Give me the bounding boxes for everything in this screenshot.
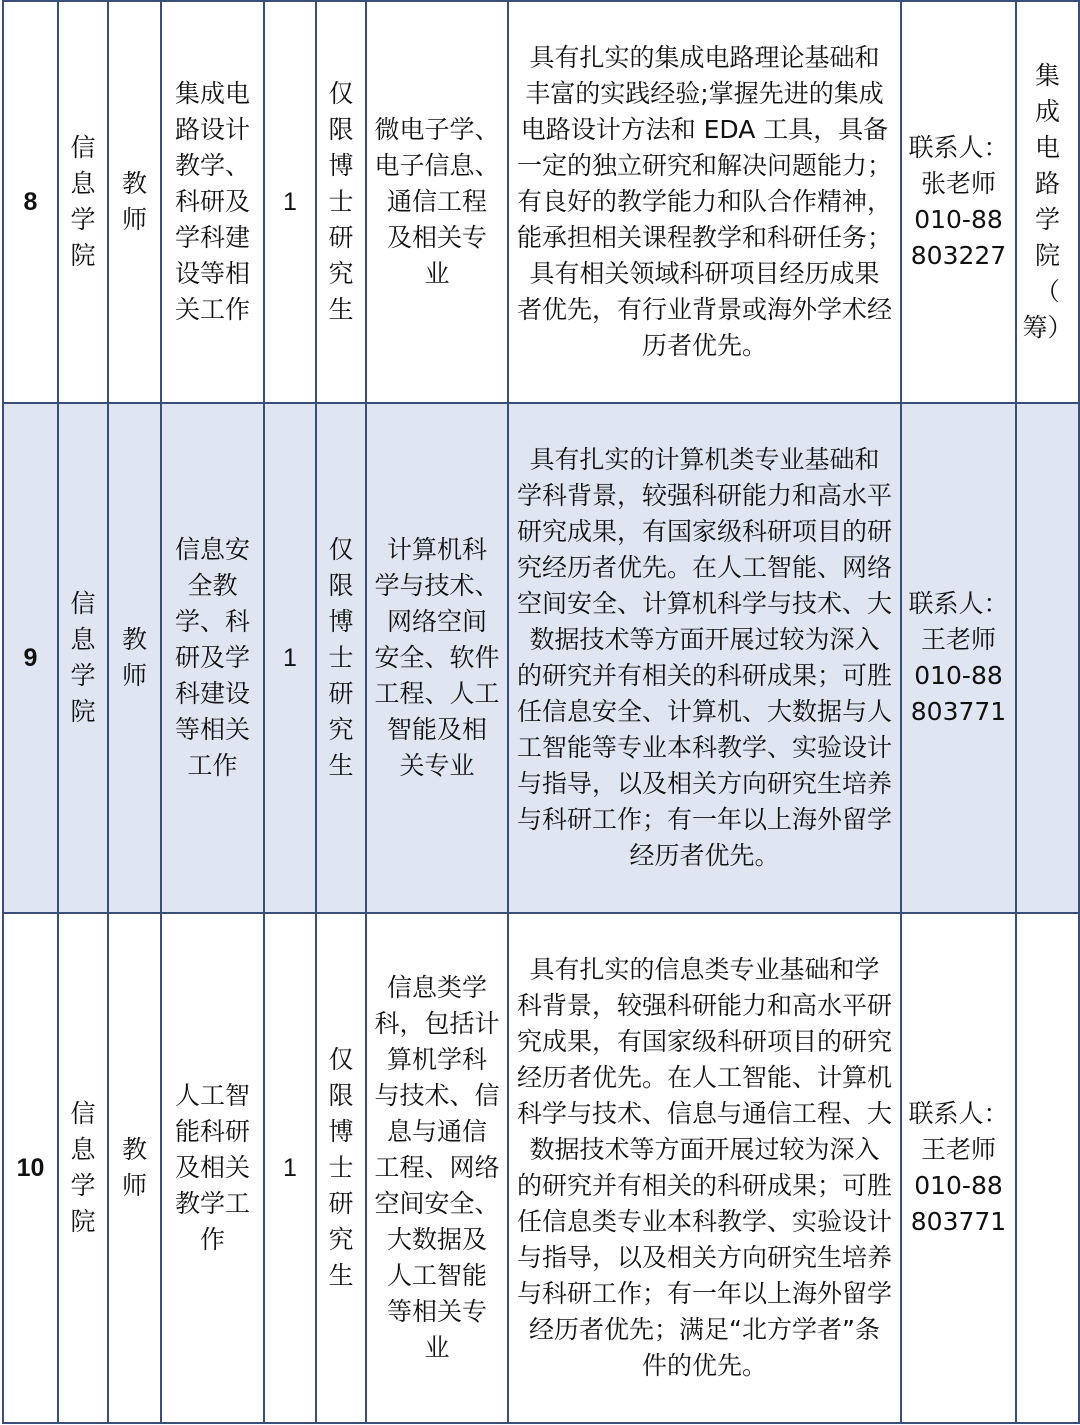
requirements-cell: 具有扎实的计算机类专业基础和 学科背景，较强科研能力和高水平 研究成果，有国家级科研项目的研 究经历者优先。在人工智能、网络 空间安全、计算机科学与技术、大 数据技术等方面开展过较为深入 的研究并有相关的科研成果；可胜 任信息安全、计算机、大数据与人 工智能等专业本科教学、实验设计 与指导，以及相关方向研究生培养 与科研工作；有一年以上海外留学 经历者优先。 bbox=[508, 403, 901, 913]
college-cell: 信 息 学 院 bbox=[58, 403, 108, 913]
position-type-cell: 教 师 bbox=[108, 403, 161, 913]
table-row-8 bbox=[3, 1, 1079, 403]
duty-cell: 信息安 全教 学、科 研及学 科建设 等相关 工作 bbox=[161, 403, 264, 913]
table-row-9 bbox=[3, 403, 1079, 913]
major-cell: 信息类学 科，包括计 算机学科 与技术、信 息与通信 工程、网络 空间安全、 大数据及 人工智能 等相关专 业 bbox=[366, 913, 508, 1423]
contact-cell: 联系人： 王老师 010-88 803771 bbox=[901, 403, 1016, 913]
duty-cell: 人工智 能科研 及相关 教学工 作 bbox=[161, 913, 264, 1423]
row-number: 9 bbox=[3, 403, 58, 913]
headcount-cell: 1 bbox=[264, 1, 316, 403]
headcount-cell: 1 bbox=[264, 403, 316, 913]
contact-cell: 联系人： 张老师 010-88 803227 bbox=[901, 1, 1016, 403]
headcount-cell: 1 bbox=[264, 913, 316, 1423]
note-cell bbox=[1016, 913, 1079, 1423]
duty-cell: 集成电 路设计 教学、 科研及 学科建 设等相 关工作 bbox=[161, 1, 264, 403]
education-cell: 仅 限 博 士 研 究 生 bbox=[316, 913, 366, 1423]
row-number: 8 bbox=[3, 1, 58, 403]
requirements-cell: 具有扎实的信息类专业基础和学 科背景，较强科研能力和高水平研 究成果，有国家级科研项目的研究 经历者优先。在人工智能、计算机 科学与技术、信息与通信工程、大 数据技术等方面开展过较为深入 的研究并有相关的科研成果；可胜 任信息类专业本科教学、实验设计 与指导，以及相关方向研究生培养 与科研工作；有一年以上海外留学 经历者优先；满足“北方学者”条 件的优先。 bbox=[508, 913, 901, 1423]
table-row-10 bbox=[3, 913, 1079, 1423]
requirements-cell: 具有扎实的集成电路理论基础和 丰富的实践经验;掌握先进的集成 电路设计方法和 EDA 工具，具备 一定的独立研究和解决问题能力； 有良好的教学能力和队合作精神， 能承担相关课程教学和科研任务； 具有相关领域科研项目经历成果 者优先，有行业背景或海外学术经 历者优先。 bbox=[508, 1, 901, 403]
major-cell: 微电子学、 电子信息、 通信工程 及相关专 业 bbox=[366, 1, 508, 403]
recruitment-table bbox=[2, 0, 1080, 1424]
college-cell: 信 息 学 院 bbox=[58, 913, 108, 1423]
position-type-cell: 教 师 bbox=[108, 913, 161, 1423]
college-cell: 信 息 学 院 bbox=[58, 1, 108, 403]
position-type-cell: 教 师 bbox=[108, 1, 161, 403]
contact-cell: 联系人： 王老师 010-88 803771 bbox=[901, 913, 1016, 1423]
row-number: 10 bbox=[3, 913, 58, 1423]
education-cell: 仅 限 博 士 研 究 生 bbox=[316, 1, 366, 403]
major-cell: 计算机科 学与技术、 网络空间 安全、软件 工程、人工 智能及相 关专业 bbox=[366, 403, 508, 913]
education-cell: 仅 限 博 士 研 究 生 bbox=[316, 403, 366, 913]
note-cell: 集 成 电 路 学 院 （ 筹） bbox=[1016, 1, 1079, 403]
note-cell bbox=[1016, 403, 1079, 913]
